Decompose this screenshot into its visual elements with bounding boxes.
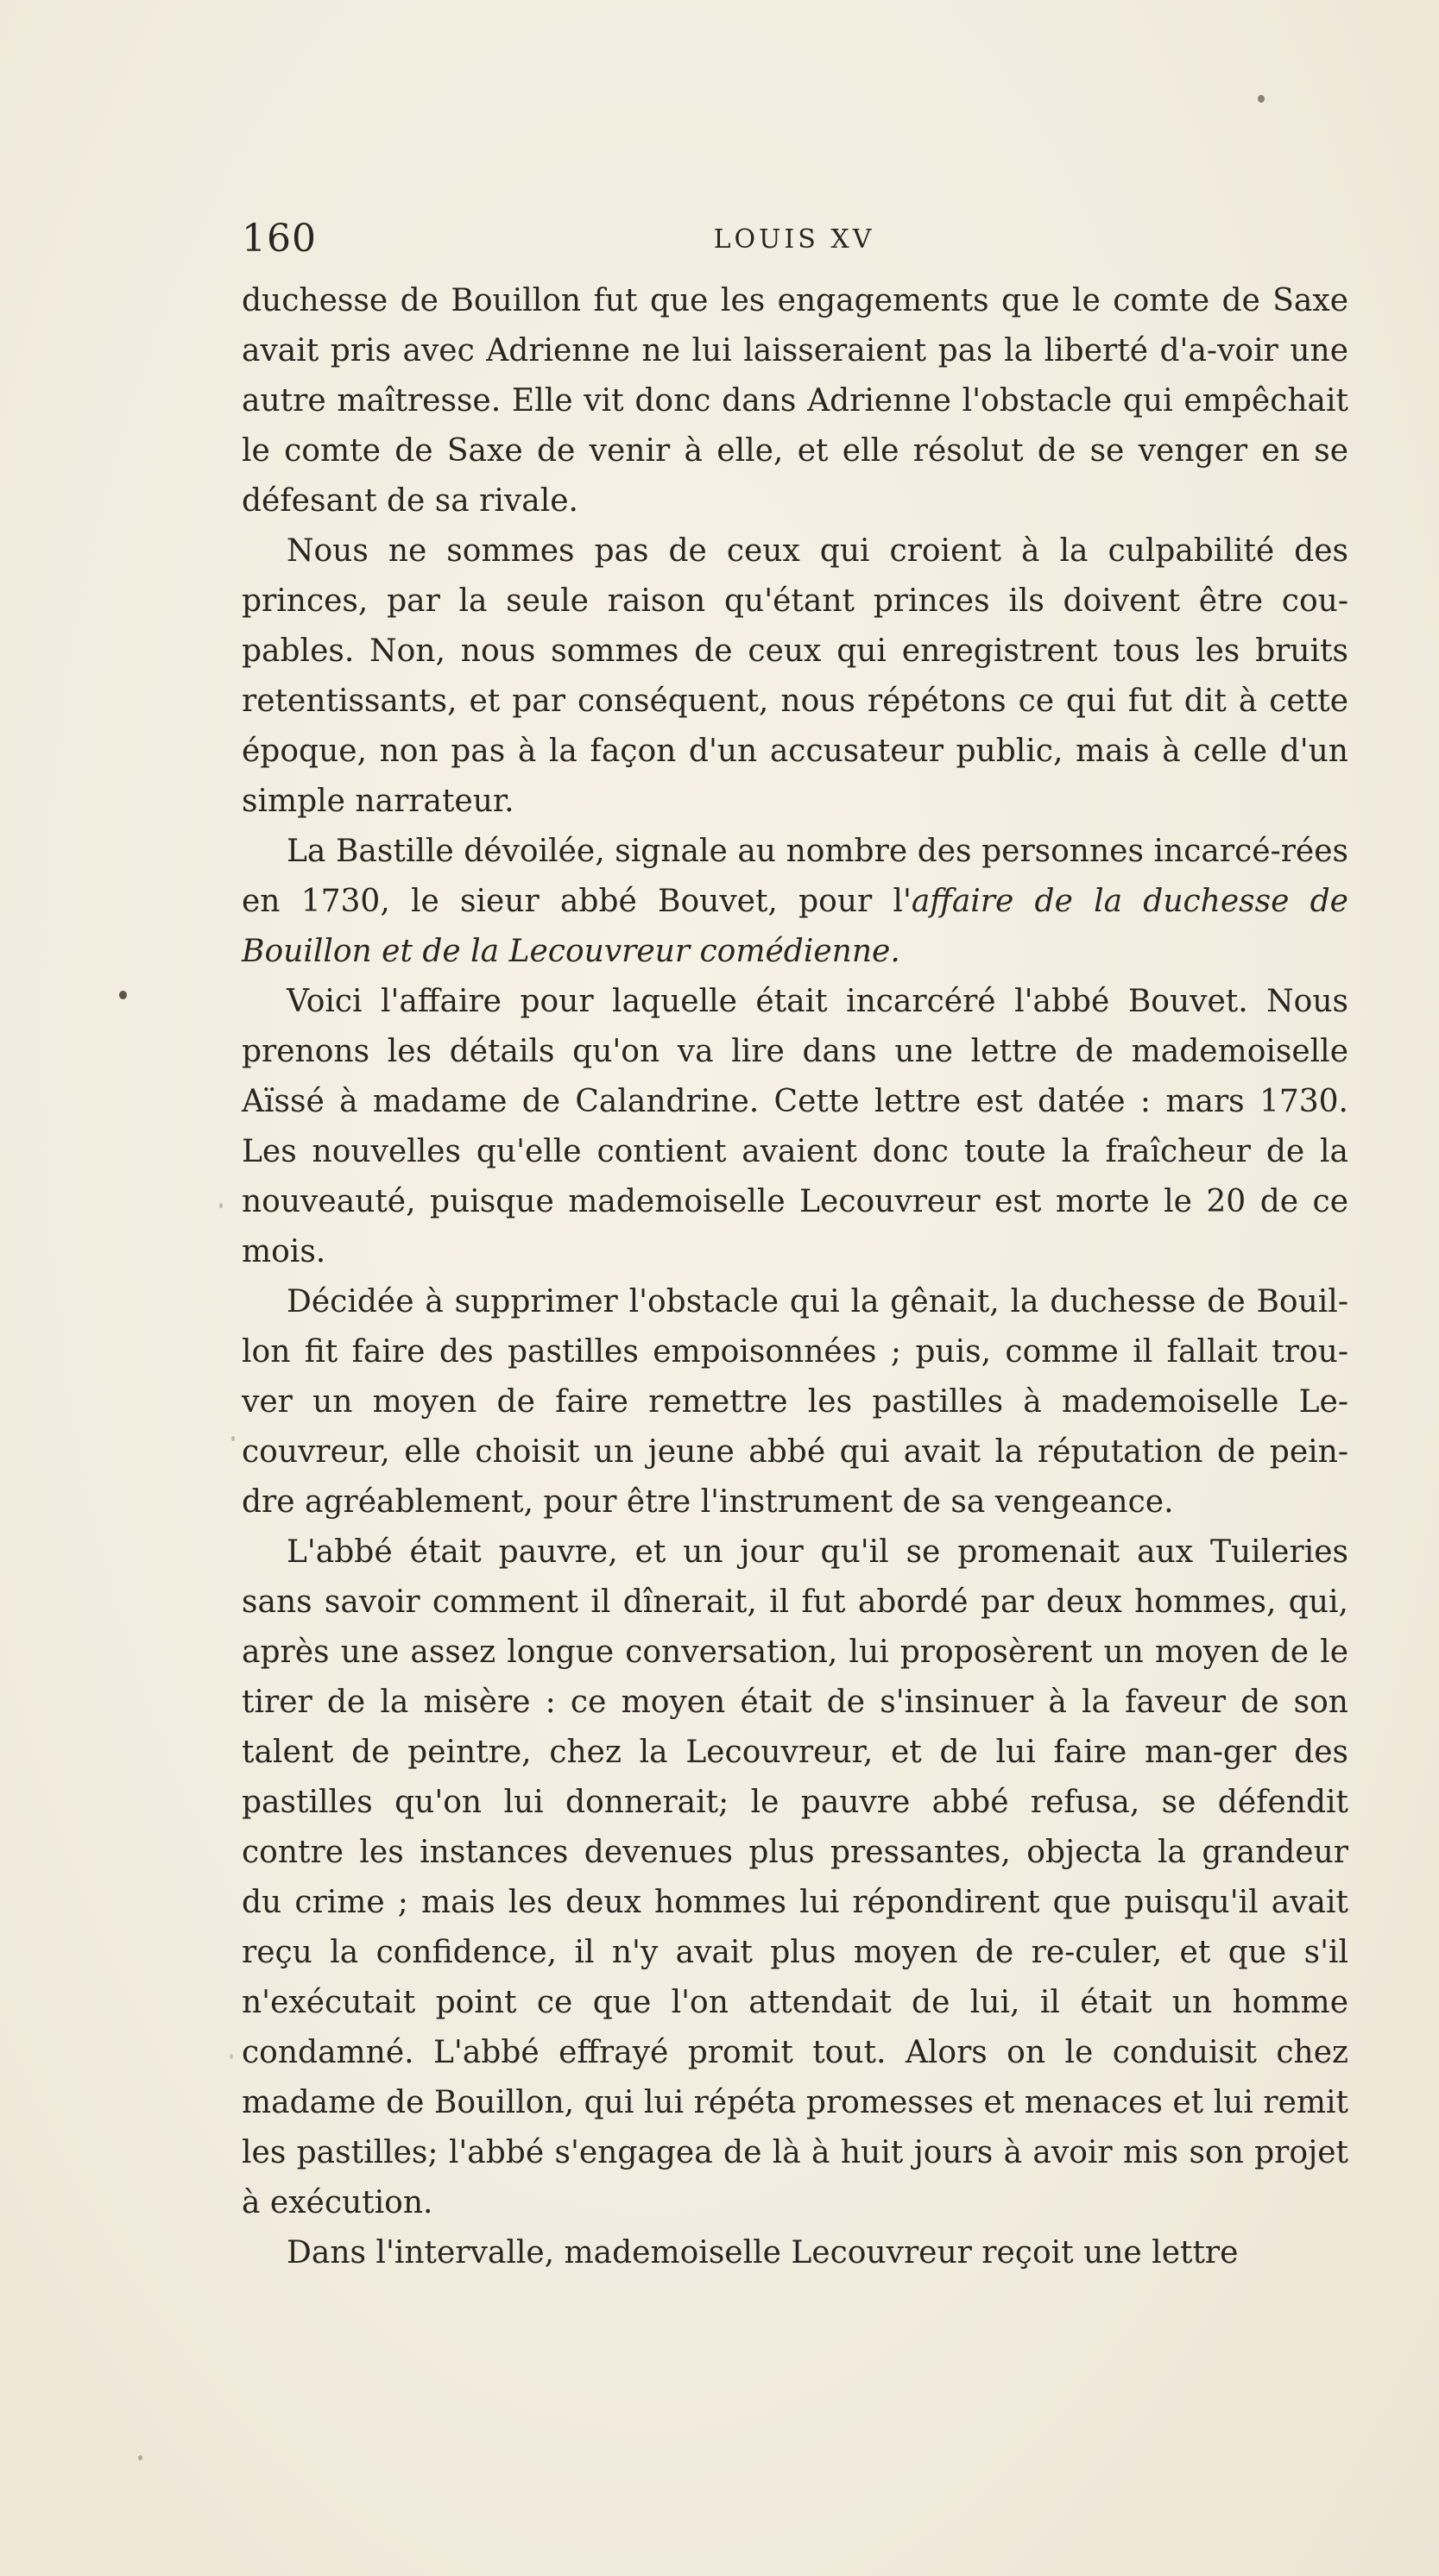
body-text	[242, 276, 1348, 2278]
paper-speck	[119, 991, 127, 999]
paper-speck	[230, 2054, 233, 2059]
paragraph	[242, 827, 1348, 977]
paragraph: duchesse de Bouillon fut que les engagements que le comte de Saxe avait pris avec Adrienne ne lui laisseraient pas la liberté d'a-voir une autre maîtresse. Elle vit donc dans Adrienne l'obstacle qui empêchait le comte de Saxe de venir à elle, et elle résolut de se venger en se défesant de sa rivale.	[242, 283, 1348, 519]
paragraph: Décidée à supprimer l'obstacle qui la gênait, la duchesse de Bouil-lon fit faire des pastilles empoisonnées ; puis, comme il fallait trou-ver un moyen de faire remettre les pastilles à mademoiselle Le-couvreur, elle choisit un jeune abbé qui avait la réputation de pein-dre agréablement, pour être l'instrument de sa vengeance.	[242, 1284, 1348, 1520]
paper-speck	[1258, 95, 1265, 103]
paragraph: Voici l'affaire pour laquelle était incarcéré l'abbé Bouvet. Nous prenons les détails qu'on va lire dans une lettre de mademoiselle Aïssé à madame de Calandrine. Cette lettre est datée : mars 1730. Les nouvelles qu'elle contient avaient donc toute la fraîcheur de la nouveauté, puisque mademoiselle Lecouvreur est morte le 20 de ce mois.	[242, 984, 1348, 1269]
paragraph: Dans l'intervalle, mademoiselle Lecouvreur reçoit une lettre	[287, 2235, 1239, 2271]
paragraph: L'abbé était pauvre, et un jour qu'il se promenait aux Tuileries sans savoir comment il dînerait, il fut abordé par deux hommes, qui, après une assez longue conversation, lui proposèrent un moyen de le tirer de la misère : ce moyen était de s'insinuer à la faveur de son talent de peintre, chez la Lecouvreur, et de lui faire man-ger des pastilles qu'on lui donnerait; le pauvre abbé refusa, se défendit contre les instances devenues plus pressantes, objecta la grandeur du crime ; mais les deux hommes lui répondirent que puisqu'il avait reçu la confidence, il n'y avait plus moyen de re-culer, et que s'il n'exécutait point ce que l'on attendait de lui, il était un homme condamné. L'abbé effrayé promit tout. Alors on le conduisit chez madame de Bouillon, qui lui répéta promesses et menaces et lui remit les pastilles; l'abbé s'engagea de là à huit jours à avoir mis son projet à exécution.	[242, 1534, 1348, 2220]
paper-speck	[231, 1436, 235, 1441]
page-number: 160	[242, 217, 317, 261]
italic-text: affaire de la duchesse de Bouillon et de la Lecouvreur comédienne.	[242, 884, 1348, 969]
paragraph-text: La Bastille dévoilée, signale au nombre des personnes incarcé-rées en 1730, le sieur abbé Bouvet, pour l'	[242, 834, 1348, 919]
paper-speck	[138, 2455, 142, 2460]
paragraph: Nous ne sommes pas de ceux qui croient à la culpabilité des princes, par la seule raison qu'étant princes ils doivent être cou-pables. Non, nous sommes de ceux qui enregistrent tous les bruits retentissants, et par conséquent, nous répétons ce qui fut dit à cette époque, non pas à la façon d'un accusateur public, mais à celle d'un simple narrateur.	[242, 533, 1348, 819]
paper-speck	[219, 1203, 223, 1208]
page-header	[242, 217, 1347, 261]
running-head: LOUIS XV	[713, 224, 875, 255]
